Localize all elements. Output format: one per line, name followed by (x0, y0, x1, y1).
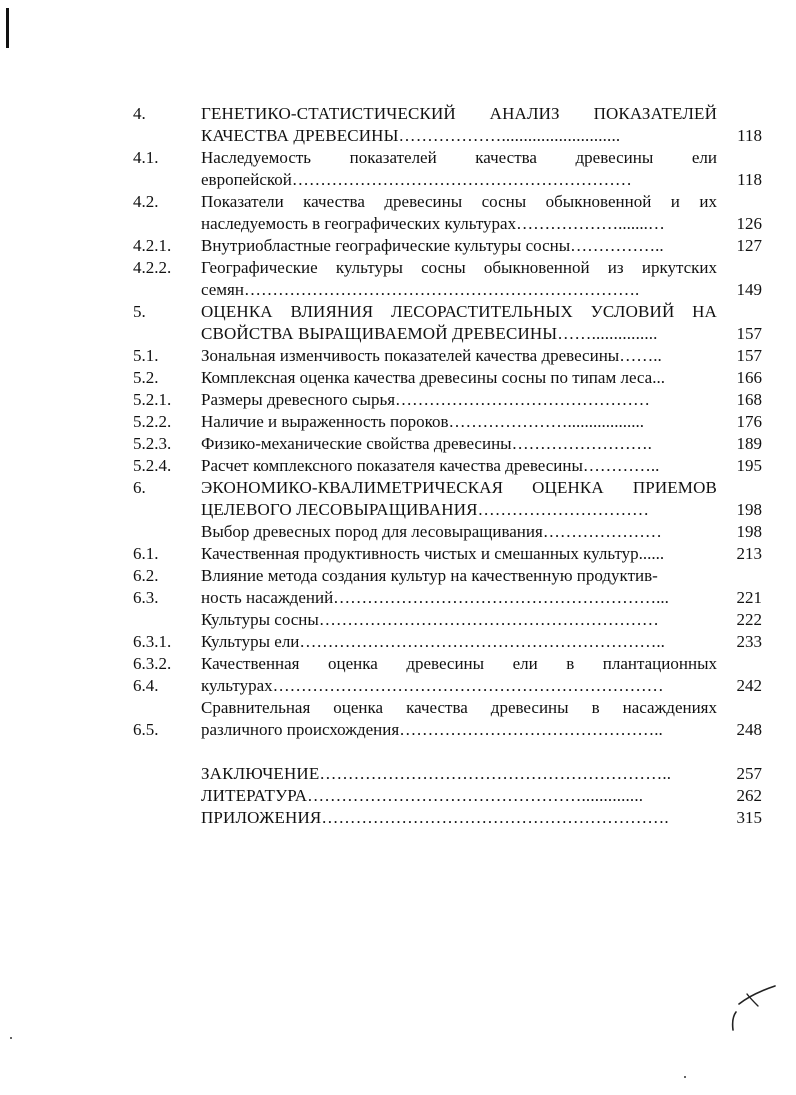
toc-page-4-2-2: 149 (736, 280, 762, 299)
toc-page-5-2-2: 176 (736, 412, 762, 431)
toc-number-5: 5. (133, 302, 146, 321)
toc-title-literature: ЛИТЕРАТУРА………………………………………….............. (201, 786, 644, 805)
scan-speck (10, 1037, 12, 1039)
toc-page-5-2-4: 195 (736, 456, 762, 475)
toc-page-6-3: 221 (736, 588, 762, 607)
toc-page-conclusion: 257 (736, 764, 762, 783)
toc-title-5-1: Зональная изменчивость показателей качества древесины…….. (201, 346, 662, 365)
toc-number-4-2: 4.2. (133, 192, 159, 211)
toc-number-5-1: 5.1. (133, 346, 159, 365)
toc-number-4-2-2: 4.2.2. (133, 258, 172, 277)
toc-number-4: 4. (133, 104, 146, 123)
toc-title-5-line2: СВОЙСТВА ВЫРАЩИВАЕМОЙ ДРЕВЕСИНЫ……............... (201, 324, 658, 343)
toc-title-6-2: Влияние метода создания культур на качественную продуктив- (201, 566, 658, 585)
toc-title-5-2-4: Расчет комплексного показателя качества древесины………….. (201, 456, 660, 475)
scan-speck (684, 1076, 686, 1078)
toc-number-5-2-1: 5.2.1. (133, 390, 172, 409)
toc-title-5-2-1: Размеры древесного сырья……………………………………… (201, 390, 651, 409)
toc-title-6-1: Качественная продуктивность чистых и смешанных культур...... (201, 544, 665, 563)
toc-title-4-2-1: Внутриобластные географические культуры сосны…………….. (201, 236, 664, 255)
toc-title-6-3-2: Качественная оценка древесины ели в плантационных (201, 654, 717, 673)
toc-page-5-2-1: 168 (736, 390, 762, 409)
toc-page-literature: 262 (736, 786, 762, 805)
toc-title-pine-cultures: Культуры сосны…………………………………………………… (201, 610, 659, 629)
toc-page-6-5: 248 (736, 720, 762, 739)
toc-page-4: 118 (737, 126, 762, 145)
toc-title-species-choice: Выбор древесных пород для лесовыращивания………………… (201, 522, 662, 541)
toc-title-4-1-line2: европейской…………………………………………………… (201, 170, 632, 189)
toc-page-appendices: 315 (736, 808, 762, 827)
toc-title-5-2: Комплексная оценка качества древесины сосны по типам леса... (201, 368, 665, 387)
toc-page-6-1: 213 (736, 544, 762, 563)
toc-number-4-1: 4.1. (133, 148, 159, 167)
toc-number-4-2-1: 4.2.1. (133, 236, 172, 255)
toc-title-5-2-3: Физико-механические свойства древесины……………………. (201, 434, 652, 453)
toc-title-4-line2: КАЧЕСТВА ДРЕВЕСИНЫ………………........................... (201, 126, 621, 145)
toc-page-6: 198 (736, 500, 762, 519)
toc-title-4-2-line1: Показатели качества древесины сосны обыкновенной и их (201, 192, 717, 211)
toc-number-6-5: 6.5. (133, 720, 159, 739)
toc-page-5-2: 166 (736, 368, 762, 387)
toc-title-5-line1: ОЦЕНКА ВЛИЯНИЯ ЛЕСОРАСТИТЕЛЬНЫХ УСЛОВИЙ НА (201, 302, 717, 321)
toc-title-5-2-2: Наличие и выраженность пороков………………….................. (201, 412, 645, 431)
toc-number-5-2-3: 5.2.3. (133, 434, 172, 453)
toc-page-5-1: 157 (736, 346, 762, 365)
toc-title-conclusion: ЗАКЛЮЧЕНИЕ…………………………………………………….. (201, 764, 672, 783)
toc-title-4-line1: ГЕНЕТИКО-СТАТИСТИЧЕСКИЙ АНАЛИЗ ПОКАЗАТЕЛЕЙ (201, 104, 717, 123)
toc-title-4-2-2-line2: семян……………………………………………………………. (201, 280, 640, 299)
toc-title-4-2-line2: наследуемость в географических культурах……………….......… (201, 214, 665, 233)
toc-number-6-3-2: 6.3.2. (133, 654, 172, 673)
toc-page-4-1: 118 (737, 170, 762, 189)
toc-page-4-2: 126 (736, 214, 762, 233)
toc-title-4-1-line1: Наследуемость показателей качества древесины ели (201, 148, 717, 167)
toc-number-5-2-2: 5.2.2. (133, 412, 172, 431)
toc-page-pine-cultures: 222 (736, 610, 762, 629)
toc-number-6-2: 6.2. (133, 566, 159, 585)
toc-title-6-line1: ЭКОНОМИКО-КВАЛИМЕТРИЧЕСКАЯ ОЦЕНКА ПРИЕМОВ (201, 478, 717, 497)
toc-page-5: 157 (736, 324, 762, 343)
toc-number-5-2-4: 5.2.4. (133, 456, 172, 475)
toc-number-6-3: 6.3. (133, 588, 159, 607)
toc-title-6-3: ность насаждений…………………………………………………... (201, 588, 669, 607)
toc-page-species-choice: 198 (736, 522, 762, 541)
toc-title-6-4: культурах…………………………………………………………… (201, 676, 664, 695)
handwritten-mark (725, 982, 785, 1042)
toc-number-5-2: 5.2. (133, 368, 159, 387)
toc-title-comparative: Сравнительная оценка качества древесины в насаждениях (201, 698, 717, 717)
toc-page-4-2-1: 127 (736, 236, 762, 255)
toc-title-6-5: различного происхождения……………………………………….. (201, 720, 663, 739)
toc-number-6: 6. (133, 478, 146, 497)
toc-number-6-1: 6.1. (133, 544, 159, 563)
toc-page-5-2-3: 189 (736, 434, 762, 453)
toc-title-6-3-1: Культуры ели……………………………………………………….. (201, 632, 665, 651)
toc-page-6-4: 242 (736, 676, 762, 695)
toc-title-4-2-2-line1: Географические культуры сосны обыкновенной из иркутских (201, 258, 717, 277)
toc-number-6-3-1: 6.3.1. (133, 632, 172, 651)
toc-title-6-line2: ЦЕЛЕВОГО ЛЕСОВЫРАЩИВАНИЯ………………………… (201, 500, 650, 519)
toc-title-appendices: ПРИЛОЖЕНИЯ……………………………………………………. (201, 808, 669, 827)
toc-number-6-4: 6.4. (133, 676, 159, 695)
toc-page-6-3-1: 233 (736, 632, 762, 651)
